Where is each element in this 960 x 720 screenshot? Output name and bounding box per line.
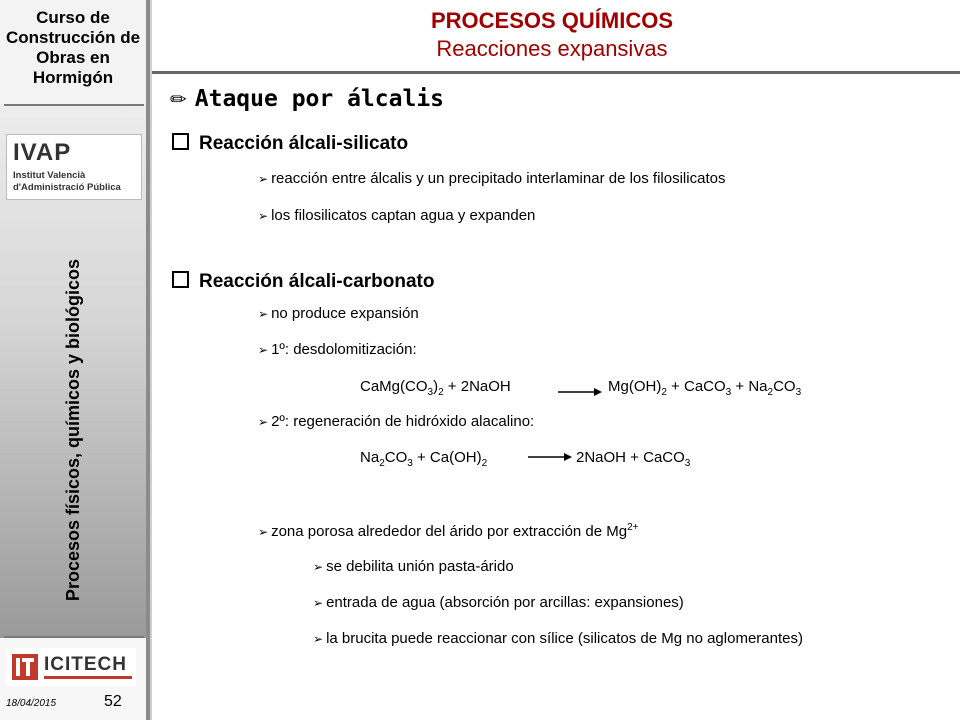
slide-title: PROCESOS QUÍMICOS bbox=[430, 8, 674, 33]
list-item: ➢ zona porosa alrededor del árido por extracción de $Mg^{2+}$ bbox=[258, 522, 639, 540]
checkbox-bullet-icon bbox=[172, 271, 189, 288]
arrow-bullet-icon: ➢ bbox=[313, 560, 324, 574]
icitech-logo bbox=[6, 648, 136, 686]
equation-products: 2NaOH + CaCO$_3$ bbox=[576, 449, 691, 469]
list-item: ➢ reacción entre álcalis y un precipitado interlaminar de los filosilicatos bbox=[258, 170, 726, 187]
page-number: 52 bbox=[104, 693, 122, 710]
equation-reactants: $Na_2CO_3 + Ca(OH)_2$ bbox=[360, 449, 488, 469]
pencil-icon: ✏ bbox=[170, 87, 187, 111]
arrow-bullet-icon: ➢ bbox=[258, 307, 269, 321]
icitech-logo-underline bbox=[44, 676, 132, 679]
arrow-bullet-icon: ➢ bbox=[313, 632, 324, 646]
equation-reactants: $CaMg(CO_3)_2$ + 2NaOH bbox=[360, 378, 511, 398]
list-item: ➢ los filosilicatos captan agua y expanden bbox=[258, 207, 536, 224]
equation-products: $Mg(OH)_2$ + CaCO$_3$ + $Na_2CO_3$ bbox=[608, 378, 802, 398]
slide-subtitle: Reacciones expansivas bbox=[436, 36, 668, 61]
icitech-mark-icon bbox=[10, 652, 40, 682]
section-heading-silicate bbox=[172, 133, 408, 155]
checkbox-bullet-icon bbox=[172, 133, 189, 150]
icitech-logo-text: ICITECH bbox=[44, 654, 127, 675]
list-item: ➢ no produce expansión bbox=[258, 305, 419, 322]
main-heading-text: Ataque por álcalis bbox=[194, 86, 445, 112]
ivap-logo bbox=[6, 134, 142, 200]
section-title: Reacción álcali-carbonato bbox=[199, 271, 435, 292]
section-title: Reacción álcali-silicato bbox=[199, 133, 409, 154]
list-item: ➢ entrada de agua (absorción por arcillas: expansiones) bbox=[313, 594, 684, 611]
list-item: ➢ 1º: desdolomitización: bbox=[258, 341, 417, 358]
superscript-charge: 2+ bbox=[627, 522, 639, 533]
sidebar-divider-bottom bbox=[4, 636, 144, 638]
reaction-arrow-icon bbox=[558, 382, 602, 396]
arrow-bullet-icon: ➢ bbox=[313, 596, 324, 610]
vertical-section-title: Procesos físicos, químicos y biológicos bbox=[63, 258, 83, 602]
arrow-bullet-icon: ➢ bbox=[258, 172, 269, 186]
arrow-bullet-icon: ➢ bbox=[258, 415, 269, 429]
sidebar bbox=[0, 0, 146, 720]
list-item: ➢ se debilita unión pasta-árido bbox=[313, 558, 514, 575]
main-heading bbox=[170, 86, 444, 112]
section-heading-carbonate bbox=[172, 271, 434, 293]
arrow-bullet-icon: ➢ bbox=[258, 209, 269, 223]
reaction-arrow-icon bbox=[528, 451, 572, 465]
header-divider bbox=[152, 71, 960, 74]
slide-date: 18/04/2015 bbox=[6, 698, 57, 709]
sidebar-border-light bbox=[150, 0, 152, 720]
ivap-logo-acronym: IVAP bbox=[13, 139, 72, 166]
chemical-equation-regeneration bbox=[360, 449, 760, 471]
sidebar-divider bbox=[4, 104, 144, 106]
arrow-bullet-icon: ➢ bbox=[258, 525, 269, 539]
arrow-bullet-icon: ➢ bbox=[258, 343, 269, 357]
ivap-logo-line2: d'Administració Pública bbox=[13, 182, 121, 193]
list-item: ➢ la brucita puede reaccionar con sílice (silicatos de Mg no aglomerantes) bbox=[313, 630, 803, 647]
list-item: ➢ 2º: regeneración de hidróxido alacalino: bbox=[258, 413, 535, 430]
course-title: Curso de Construcción de Obras en Hormigón bbox=[5, 8, 141, 87]
chemical-equation-desdolomitization bbox=[360, 378, 860, 400]
ivap-logo-line1: Institut Valencià bbox=[13, 170, 86, 181]
